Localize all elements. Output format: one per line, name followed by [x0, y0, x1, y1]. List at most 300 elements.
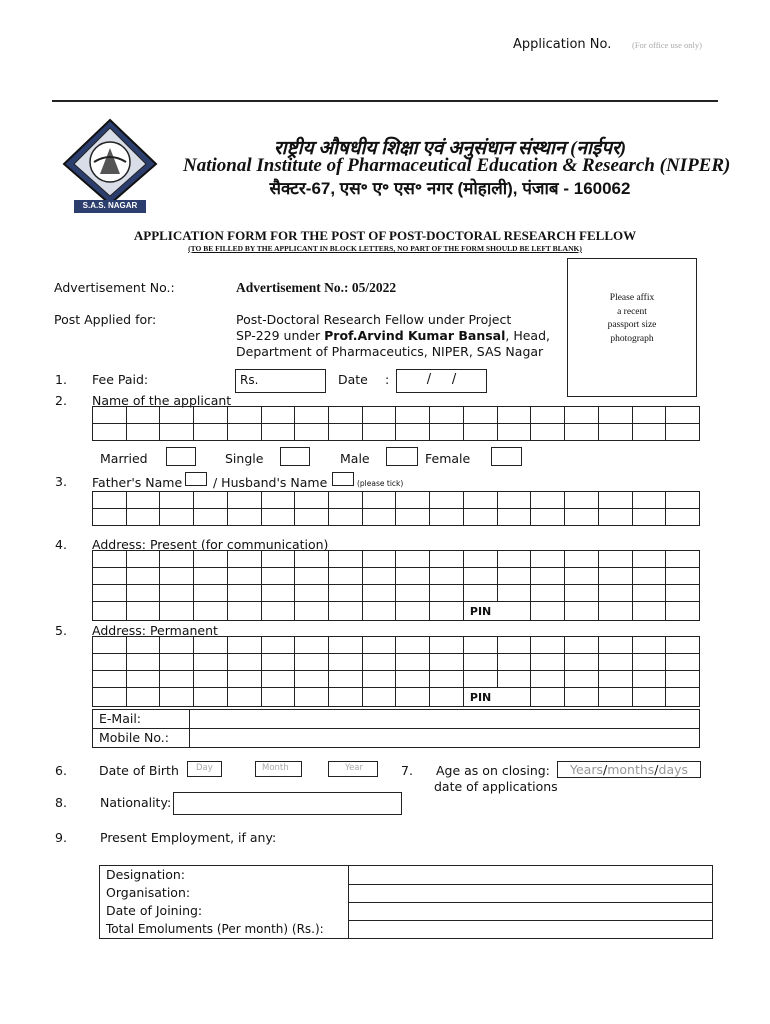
grid-cell[interactable] — [666, 568, 700, 585]
grid-cell[interactable] — [160, 407, 194, 424]
grid-cell[interactable] — [565, 654, 599, 671]
grid-cell[interactable] — [598, 637, 632, 654]
date-label: Date — [338, 372, 368, 387]
grid-cell[interactable] — [463, 585, 497, 602]
grid-cell[interactable] — [632, 509, 666, 526]
grid-cell[interactable] — [565, 424, 599, 441]
grid-cell[interactable] — [295, 671, 329, 688]
grid-cell[interactable] — [126, 671, 160, 688]
grid-cell[interactable] — [194, 568, 228, 585]
grid-cell[interactable] — [430, 568, 464, 585]
dob-day-placeholder: Day — [196, 763, 213, 773]
grid-cell[interactable] — [227, 568, 261, 585]
grid-cell[interactable] — [160, 492, 194, 509]
grid-cell[interactable] — [396, 492, 430, 509]
grid-cell[interactable] — [565, 637, 599, 654]
grid-cell[interactable] — [666, 551, 700, 568]
dob-month-placeholder: Month — [262, 763, 289, 773]
grid-cell[interactable] — [430, 424, 464, 441]
grid-cell[interactable] — [463, 551, 497, 568]
fee-date-field[interactable] — [396, 369, 487, 393]
grid-cell[interactable] — [598, 585, 632, 602]
grid-cell[interactable] — [261, 654, 295, 671]
grid-cell[interactable] — [194, 654, 228, 671]
grid-cell[interactable] — [598, 424, 632, 441]
grid-cell[interactable] — [396, 637, 430, 654]
grid-cell[interactable] — [430, 551, 464, 568]
advertisement-value: Advertisement No.: 05/2022 — [236, 280, 397, 295]
grid-cell[interactable] — [160, 424, 194, 441]
item-number: 2. — [55, 393, 67, 408]
grid-cell[interactable] — [126, 688, 160, 707]
post-line-2c: , Head, — [505, 328, 550, 343]
grid-cell[interactable] — [126, 492, 160, 509]
grid-cell[interactable] — [329, 585, 363, 602]
dob-year-field[interactable] — [328, 761, 378, 777]
grid-cell[interactable] — [531, 602, 565, 621]
grid-cell[interactable] — [227, 654, 261, 671]
grid-cell[interactable] — [396, 407, 430, 424]
grid-cell[interactable] — [160, 509, 194, 526]
grid-cell[interactable] — [362, 492, 396, 509]
grid-cell[interactable] — [632, 671, 666, 688]
grid-cell[interactable] — [430, 585, 464, 602]
grid-cell[interactable] — [126, 407, 160, 424]
pin-label-cell — [463, 688, 530, 707]
grid-cell[interactable] — [531, 671, 565, 688]
institute-english-name: National Institute of Pharmaceutical Education & Research (NIPER) — [183, 155, 731, 176]
father-husband-name-grid[interactable] — [92, 491, 700, 526]
grid-cell[interactable] — [93, 568, 127, 585]
grid-cell[interactable] — [632, 602, 666, 621]
grid-cell[interactable] — [227, 551, 261, 568]
grid-cell[interactable] — [362, 551, 396, 568]
grid-cell[interactable] — [362, 654, 396, 671]
photo-box[interactable] — [567, 258, 697, 397]
photo-text-line: photograph — [610, 333, 654, 344]
grid-cell[interactable] — [396, 654, 430, 671]
grid-cell[interactable] — [463, 671, 497, 688]
age-field[interactable]: Years/months/days — [557, 761, 701, 778]
female-label: Female — [425, 451, 471, 466]
employment-label: Present Employment, if any: — [100, 830, 277, 845]
grid-cell[interactable] — [194, 492, 228, 509]
grid-cell[interactable] — [430, 688, 464, 707]
grid-cell[interactable] — [531, 654, 565, 671]
grid-cell[interactable] — [227, 602, 261, 621]
grid-cell[interactable] — [295, 551, 329, 568]
grid-cell[interactable] — [598, 551, 632, 568]
grid-cell[interactable] — [329, 509, 363, 526]
tick-note: (please tick) — [357, 479, 404, 488]
grid-cell[interactable] — [261, 424, 295, 441]
advertisement-label: Advertisement No.: — [54, 280, 175, 295]
grid-cell[interactable] — [93, 407, 127, 424]
designation-field[interactable] — [349, 866, 713, 885]
grid-cell[interactable] — [497, 654, 531, 671]
grid-cell[interactable] — [565, 551, 599, 568]
grid-cell[interactable] — [295, 637, 329, 654]
grid-cell[interactable] — [463, 568, 497, 585]
grid-cell[interactable] — [126, 424, 160, 441]
grid-cell[interactable] — [531, 568, 565, 585]
father-name-label: Father's Name — [92, 475, 183, 490]
age-label-line-2: date of applications — [434, 779, 558, 794]
grid-cell[interactable] — [194, 509, 228, 526]
grid-cell[interactable] — [632, 551, 666, 568]
grid-cell[interactable] — [666, 688, 700, 707]
nationality-label: Nationality: — [100, 795, 172, 810]
grid-cell[interactable] — [93, 688, 127, 707]
grid-cell[interactable] — [430, 637, 464, 654]
application-no-label: Application No. — [513, 37, 612, 52]
grid-cell[interactable] — [295, 509, 329, 526]
grid-cell[interactable] — [194, 585, 228, 602]
female-checkbox[interactable] — [491, 447, 522, 466]
grid-cell[interactable] — [93, 671, 127, 688]
father-tick-box[interactable] — [185, 472, 207, 486]
grid-cell[interactable] — [261, 671, 295, 688]
institute-hindi-address: सैक्टर-67, एस॰ ए॰ एस॰ नगर (मोहाली), पंजाब - 160062 — [269, 179, 631, 198]
grid-cell[interactable] — [430, 407, 464, 424]
grid-cell[interactable] — [565, 585, 599, 602]
dob-day-field[interactable] — [187, 761, 222, 777]
grid-cell[interactable] — [598, 688, 632, 707]
grid-cell[interactable] — [261, 602, 295, 621]
grid-cell[interactable] — [329, 654, 363, 671]
grid-cell[interactable] — [126, 509, 160, 526]
grid-cell[interactable] — [227, 509, 261, 526]
single-label: Single — [225, 451, 264, 466]
grid-cell[interactable] — [160, 671, 194, 688]
grid-cell[interactable] — [463, 637, 497, 654]
grid-cell[interactable] — [497, 492, 531, 509]
grid-cell[interactable] — [463, 492, 497, 509]
grid-cell[interactable] — [666, 602, 700, 621]
post-line-1: Post-Doctoral Research Fellow under Project — [236, 312, 512, 327]
grid-cell[interactable] — [497, 551, 531, 568]
grid-cell[interactable] — [227, 424, 261, 441]
grid-cell[interactable] — [531, 637, 565, 654]
photo-text-line: a recent — [617, 306, 647, 317]
grid-cell[interactable] — [329, 492, 363, 509]
grid-cell[interactable] — [430, 492, 464, 509]
grid-cell[interactable] — [396, 602, 430, 621]
fee-rs-prefix: Rs. — [240, 373, 259, 387]
grid-cell[interactable] — [329, 637, 363, 654]
dob-month-field[interactable] — [255, 761, 302, 777]
grid-cell[interactable] — [565, 568, 599, 585]
grid-cell[interactable] — [194, 424, 228, 441]
grid-cell[interactable] — [497, 637, 531, 654]
grid-cell[interactable] — [497, 671, 531, 688]
grid-cell[interactable] — [430, 654, 464, 671]
grid-cell[interactable] — [396, 671, 430, 688]
grid-cell[interactable] — [598, 407, 632, 424]
office-use-note: (For office use only) — [632, 40, 702, 50]
date-colon: : — [385, 372, 390, 387]
grid-cell[interactable] — [531, 509, 565, 526]
grid-cell[interactable] — [632, 688, 666, 707]
grid-cell[interactable] — [463, 407, 497, 424]
joining-date-label: Date of Joining: — [106, 903, 203, 918]
photo-text-line: Please affix — [609, 293, 655, 303]
grid-cell[interactable] — [362, 637, 396, 654]
grid-cell[interactable] — [362, 568, 396, 585]
grid-cell[interactable] — [396, 551, 430, 568]
grid-cell[interactable] — [362, 509, 396, 526]
grid-cell[interactable] — [329, 688, 363, 707]
grid-cell[interactable] — [531, 551, 565, 568]
grid-cell[interactable] — [160, 602, 194, 621]
item-number: 7. — [401, 763, 413, 778]
grid-cell[interactable] — [362, 671, 396, 688]
grid-cell[interactable] — [227, 671, 261, 688]
item-number: 6. — [55, 763, 67, 778]
permanent-address-label: Address: Permanent — [92, 623, 218, 638]
grid-cell[interactable] — [295, 688, 329, 707]
grid-cell[interactable] — [666, 654, 700, 671]
grid-cell[interactable] — [497, 568, 531, 585]
email-label: E-Mail: — [99, 711, 142, 726]
mobile-field[interactable] — [190, 729, 700, 748]
grid-cell[interactable] — [666, 492, 700, 509]
grid-cell[interactable] — [531, 424, 565, 441]
grid-cell[interactable] — [396, 568, 430, 585]
grid-cell[interactable] — [93, 585, 127, 602]
grid-cell[interactable] — [261, 688, 295, 707]
grid-cell[interactable] — [261, 585, 295, 602]
grid-cell[interactable] — [565, 671, 599, 688]
grid-cell[interactable] — [295, 568, 329, 585]
grid-cell[interactable] — [126, 551, 160, 568]
pin-label: PIN — [469, 605, 492, 618]
husband-tick-box[interactable] — [332, 472, 354, 486]
grid-cell[interactable] — [666, 637, 700, 654]
grid-cell[interactable] — [194, 688, 228, 707]
organisation-field[interactable] — [349, 884, 713, 902]
grid-cell[interactable] — [598, 509, 632, 526]
grid-cell[interactable] — [565, 492, 599, 509]
post-line-2a: SP-229 under — [236, 328, 325, 343]
grid-cell[interactable] — [463, 424, 497, 441]
age-years: Years — [570, 762, 603, 777]
organisation-label: Organisation: — [106, 885, 191, 900]
grid-cell[interactable] — [329, 568, 363, 585]
grid-cell[interactable] — [598, 654, 632, 671]
grid-cell[interactable] — [598, 671, 632, 688]
grid-cell[interactable] — [362, 602, 396, 621]
grid-cell[interactable] — [632, 568, 666, 585]
grid-cell[interactable] — [329, 551, 363, 568]
grid-cell[interactable] — [160, 637, 194, 654]
grid-cell[interactable] — [93, 492, 127, 509]
post-applied-label: Post Applied for: — [54, 312, 157, 327]
grid-cell[interactable] — [160, 585, 194, 602]
grid-cell[interactable] — [396, 509, 430, 526]
emoluments-field[interactable] — [349, 920, 713, 939]
grid-cell[interactable] — [565, 509, 599, 526]
photo-text-line: passport size — [607, 320, 657, 330]
grid-cell[interactable] — [430, 671, 464, 688]
dob-year-placeholder: Year — [345, 763, 363, 773]
grid-cell[interactable] — [194, 671, 228, 688]
grid-cell[interactable] — [160, 568, 194, 585]
grid-cell[interactable] — [632, 492, 666, 509]
grid-cell[interactable] — [329, 602, 363, 621]
grid-cell[interactable] — [666, 407, 700, 424]
contact-table — [92, 709, 700, 748]
fee-paid-label: Fee Paid: — [92, 372, 149, 387]
grid-cell[interactable] — [126, 568, 160, 585]
grid-cell[interactable] — [227, 492, 261, 509]
grid-cell[interactable] — [295, 492, 329, 509]
male-checkbox[interactable] — [386, 447, 418, 466]
grid-cell[interactable] — [329, 424, 363, 441]
grid-cell[interactable] — [463, 509, 497, 526]
grid-cell[interactable] — [261, 551, 295, 568]
grid-cell[interactable] — [362, 407, 396, 424]
grid-cell[interactable] — [598, 568, 632, 585]
grid-cell[interactable] — [261, 637, 295, 654]
present-address-label: Address: Present (for communication) — [92, 537, 329, 552]
grid-cell[interactable] — [194, 637, 228, 654]
married-checkbox[interactable] — [166, 447, 196, 466]
grid-cell[interactable] — [295, 602, 329, 621]
grid-cell[interactable] — [329, 407, 363, 424]
email-field[interactable] — [190, 710, 700, 729]
grid-cell[interactable] — [632, 585, 666, 602]
grid-cell[interactable] — [632, 637, 666, 654]
grid-cell[interactable] — [295, 424, 329, 441]
grid-cell[interactable] — [261, 568, 295, 585]
header-rule — [52, 100, 718, 102]
married-label: Married — [100, 451, 148, 466]
grid-cell[interactable] — [93, 654, 127, 671]
single-checkbox[interactable] — [280, 447, 310, 466]
grid-cell[interactable] — [93, 551, 127, 568]
grid-cell[interactable] — [463, 654, 497, 671]
grid-cell[interactable] — [126, 585, 160, 602]
form-title: APPLICATION FORM FOR THE POST OF POST-DOCTORAL RESEARCH FELLOW — [133, 228, 637, 243]
joining-date-field[interactable] — [349, 902, 713, 920]
grid-cell[interactable] — [362, 585, 396, 602]
grid-cell[interactable] — [362, 688, 396, 707]
grid-cell[interactable] — [295, 585, 329, 602]
item-number: 5. — [55, 623, 67, 638]
grid-cell[interactable] — [126, 637, 160, 654]
grid-cell[interactable] — [227, 407, 261, 424]
grid-cell[interactable] — [362, 424, 396, 441]
grid-cell[interactable] — [194, 602, 228, 621]
husband-name-label: / Husband's Name — [213, 475, 328, 490]
age-days: days — [658, 762, 689, 777]
grid-cell[interactable] — [126, 654, 160, 671]
grid-cell[interactable] — [632, 424, 666, 441]
logo-caption: S.A.S. NAGAR — [82, 201, 138, 210]
grid-cell[interactable] — [295, 407, 329, 424]
grid-cell[interactable] — [531, 407, 565, 424]
grid-cell[interactable] — [531, 492, 565, 509]
grid-cell[interactable] — [227, 688, 261, 707]
designation-label: Designation: — [106, 867, 185, 882]
grid-cell[interactable] — [565, 688, 599, 707]
item-number: 8. — [55, 795, 67, 810]
grid-cell[interactable] — [666, 509, 700, 526]
grid-cell[interactable] — [93, 424, 127, 441]
item-number: 9. — [55, 830, 67, 845]
grid-cell[interactable] — [598, 602, 632, 621]
grid-cell[interactable] — [632, 654, 666, 671]
grid-cell[interactable] — [261, 492, 295, 509]
grid-cell[interactable] — [93, 509, 127, 526]
professor-name: Prof.Arvind Kumar Bansal — [324, 328, 506, 343]
age-label: Age as on closing: — [436, 763, 550, 778]
grid-cell[interactable] — [666, 585, 700, 602]
grid-cell[interactable] — [227, 585, 261, 602]
grid-cell[interactable] — [531, 688, 565, 707]
grid-cell[interactable] — [632, 407, 666, 424]
grid-cell[interactable] — [531, 585, 565, 602]
grid-cell[interactable] — [295, 654, 329, 671]
grid-cell[interactable] — [93, 602, 127, 621]
applicant-name-label: Name of the applicant — [92, 393, 232, 408]
age-months: months — [607, 762, 655, 777]
nationality-field[interactable] — [173, 792, 402, 815]
grid-cell[interactable] — [565, 602, 599, 621]
emoluments-label: Total Emoluments (Per month) (Rs.): — [106, 922, 324, 936]
grid-cell[interactable] — [598, 492, 632, 509]
niper-logo — [60, 118, 160, 214]
mobile-label: Mobile No.: — [99, 730, 169, 745]
grid-cell[interactable] — [261, 509, 295, 526]
item-number: 3. — [55, 474, 67, 489]
grid-cell[interactable] — [396, 688, 430, 707]
grid-cell[interactable] — [396, 585, 430, 602]
grid-cell[interactable] — [227, 637, 261, 654]
grid-cell[interactable] — [666, 424, 700, 441]
grid-cell[interactable] — [666, 671, 700, 688]
grid-cell[interactable] — [160, 551, 194, 568]
grid-cell[interactable] — [160, 654, 194, 671]
grid-cell[interactable] — [93, 637, 127, 654]
grid-cell[interactable] — [497, 407, 531, 424]
institute-hindi-name: राष्ट्रीय औषधीय शिक्षा एवं अनुसंधान संस्थान (नाईपर) — [273, 138, 627, 159]
grid-cell[interactable] — [126, 602, 160, 621]
grid-cell[interactable] — [497, 509, 531, 526]
grid-cell[interactable] — [329, 671, 363, 688]
grid-cell[interactable] — [194, 551, 228, 568]
grid-cell[interactable] — [497, 424, 531, 441]
present-address-grid[interactable] — [92, 550, 700, 621]
grid-cell[interactable] — [497, 585, 531, 602]
employment-table — [99, 865, 713, 939]
grid-cell[interactable] — [396, 424, 430, 441]
grid-cell[interactable] — [430, 509, 464, 526]
dob-label: Date of Birth — [99, 763, 179, 778]
date-slashes: / / — [426, 372, 457, 387]
grid-cell[interactable] — [430, 602, 464, 621]
post-line-3: Department of Pharmaceutics, NIPER, SAS Nagar — [236, 344, 544, 359]
pin-label: PIN — [469, 691, 492, 704]
applicant-name-grid[interactable] — [92, 406, 700, 441]
grid-cell[interactable] — [194, 407, 228, 424]
grid-cell[interactable] — [565, 407, 599, 424]
grid-cell[interactable] — [160, 688, 194, 707]
permanent-address-grid[interactable] — [92, 636, 700, 707]
fee-amount-field[interactable] — [235, 369, 326, 393]
grid-cell[interactable] — [261, 407, 295, 424]
